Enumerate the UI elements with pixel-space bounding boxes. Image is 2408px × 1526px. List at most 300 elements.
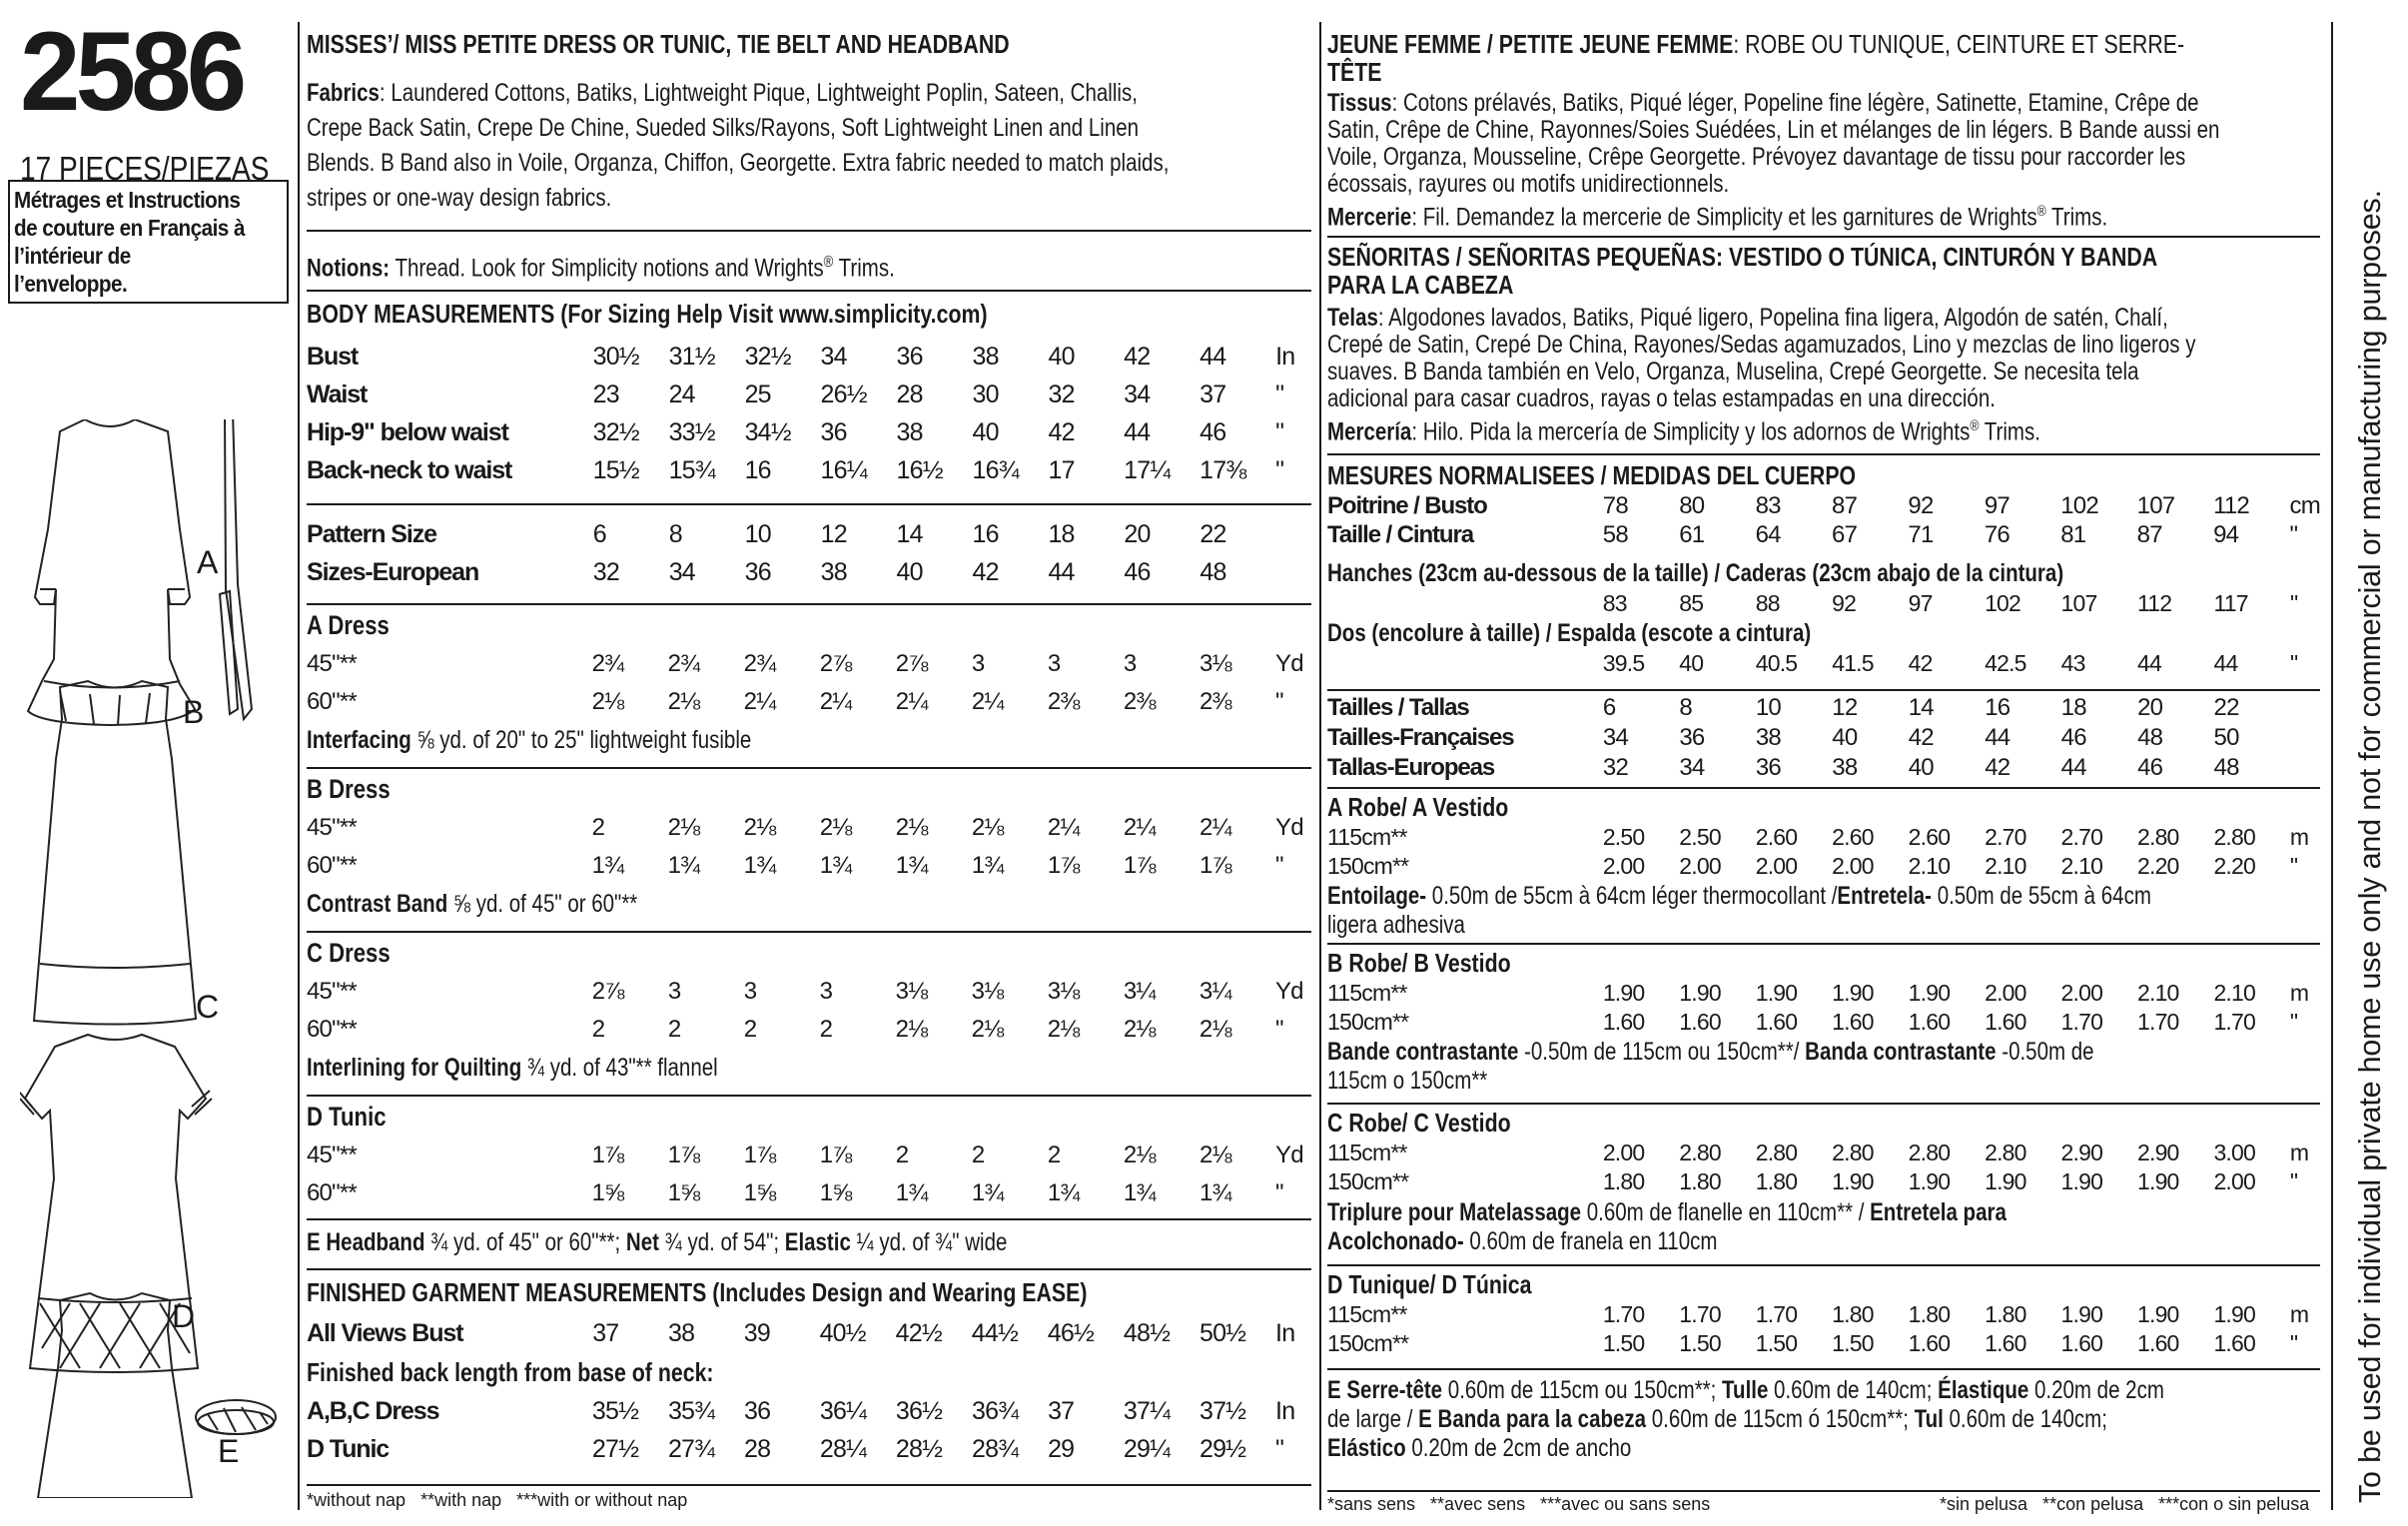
row-value: 40 [1679,650,1704,676]
row-value: 2.20 [2136,853,2179,879]
row-value: 48½ [1123,1318,1171,1347]
row-value: 117 [2213,590,2248,616]
row-value: 2.00 [2213,1168,2256,1194]
french-note-line: de couture en Français à [14,215,245,241]
b-contrast-band-note: Contrast Band ⅝ yd. of 45" or 60"** [307,890,638,918]
row-value: 2.00 [1602,853,1645,879]
row-value: 40.5 [1755,650,1798,676]
bold-text: Tulle [1722,1376,1769,1404]
row-value: 1.90 [2060,1168,2103,1194]
row-value: 42.5 [1985,650,2026,676]
row-value: 2.50 [1679,824,1721,850]
row-value: 2.50 [1602,824,1645,850]
row-value: 2 [819,1016,833,1043]
b-robe-metres [1327,979,2320,1037]
c-dress-yardage [307,973,1305,1049]
row-unit: m [2289,1140,2309,1165]
row-value: 1.50 [1602,1330,1645,1356]
row-value: 46 [1124,557,1151,586]
row-label: Tailles-Françaises [1327,724,1514,751]
row-value: 39 [743,1318,770,1347]
row-value: 14 [896,519,923,548]
row-value: 35½ [591,1396,639,1425]
bold-text: Net [625,1228,659,1256]
row-label: 150cm** [1327,853,1409,879]
row-value: 1.90 [2136,1168,2179,1194]
text: -0.50m de 115cm ou 150cm**/ [1518,1038,1806,1066]
row-unit [2290,693,2320,723]
row-value: 1.80 [1755,1168,1798,1194]
row-value: 92 [1908,491,1934,519]
row-value: 2.10 [2136,980,2179,1006]
row-unit: In [1275,342,1295,371]
row-value: 50 [2213,724,2239,751]
row-value: 102 [1985,590,2021,616]
text: 0.60m de 115cm ou 150cm**; [1442,1376,1723,1404]
row-value: 34 [668,557,695,586]
row-value: 44 [1200,342,1226,371]
row-value: 2.10 [2060,853,2103,879]
row-value: 48 [2213,754,2239,781]
row-unit: " [2289,1168,2298,1194]
row-unit: " [2289,1009,2298,1035]
row-value: 2.00 [1755,853,1798,879]
divider [1327,787,2320,789]
view-label-b: B [183,694,205,730]
row-value: 17⅜ [1200,455,1246,484]
row-value: 44 [2213,650,2238,676]
bold-text: Acolchonado- [1327,1227,1464,1255]
row-value: 2.80 [2136,824,2179,850]
row-value: 112 [2213,491,2249,519]
c-dress-title: C Dress [307,938,391,968]
row-value: 42 [1908,650,1933,676]
row-value: 2.00 [1832,853,1874,879]
row-value: 14 [1908,694,1934,721]
row-value: 2¼ [1199,814,1231,841]
row-value: 2¼ [1047,814,1080,841]
bold-text: Elastic [784,1228,851,1256]
row-unit: m [2289,824,2309,850]
bold-text: Élastique [1938,1376,2029,1404]
b-robe-note [1327,1038,2094,1067]
c-robe-metres [1327,1139,2320,1196]
row-label: 60"** [307,688,357,715]
view-label-e: E [218,1433,240,1469]
row-value: 20 [1124,519,1151,548]
row-value: 2⅛ [1047,1016,1080,1043]
row-value: 1.80 [1679,1168,1721,1194]
french-title: JEUNE FEMME / PETITE JEUNE FEMME: ROBE OU TUNIQUE, CEINTURE ET SERRE- TÊTE [1327,29,2185,87]
a-robe-note [1327,882,2151,911]
table-row [307,847,1305,885]
table-row [307,413,1305,451]
view-a-dress-drawing [28,419,195,725]
row-value: 2 [591,814,605,841]
row-value: 1¾ [895,1179,928,1206]
row-value: 16½ [896,455,943,484]
row-value: 40 [972,417,999,446]
divider [1327,1103,2320,1105]
row-value: 3⅛ [895,978,928,1005]
row-value: 40 [1908,754,1934,781]
table-row [1327,1167,2320,1196]
row-value: 2⅛ [1199,1016,1231,1043]
row-value: 48 [2137,724,2163,751]
table-row [307,973,1305,1011]
row-value: 2.60 [1832,824,1874,850]
row-value: 2.80 [1908,1140,1951,1165]
row-value: 2.60 [1908,824,1951,850]
bold-text: Bande contrastante [1327,1038,1519,1066]
table-row [307,451,1305,489]
row-unit [2290,753,2320,783]
divider [1327,236,2320,238]
row-value: 46 [2060,724,2086,751]
table-row [307,645,1305,683]
row-value: 3 [819,978,833,1005]
table-row [1327,1300,2320,1329]
divider [307,931,1311,933]
row-value: 1.90 [1908,980,1951,1006]
fabrics-line: stripes or one-way design fabrics. [307,184,612,212]
table-row [1327,491,2320,520]
row-value: 40 [896,557,923,586]
row-value: 41.5 [1832,650,1874,676]
bold-text: Entretela para [1870,1198,2007,1226]
row-value: 29½ [1199,1434,1246,1463]
row-value: 1¾ [1123,1179,1156,1206]
row-value: 1.90 [2213,1301,2256,1327]
row-value: 32 [1602,754,1629,781]
row-value: 2.80 [2213,824,2256,850]
row-value: 34 [1679,754,1705,781]
row-label: 45"** [307,1142,357,1168]
table-row [1327,852,2320,881]
text: ¾ yd. of 54"; [658,1228,785,1256]
table-row [307,1430,1305,1468]
row-value: 39.5 [1602,650,1645,676]
row-value: 2.00 [1602,1140,1645,1165]
row-value: 1.70 [2213,1009,2256,1035]
row-value: 40½ [819,1318,866,1347]
row-value: 31½ [668,342,715,371]
divider [307,1268,1311,1270]
row-value: 1¾ [971,852,1004,879]
row-unit: Yd [1274,978,1303,1005]
table-row [1327,1008,2320,1037]
row-value: 16 [972,519,999,548]
row-value: 94 [2213,520,2239,548]
row-label: 45"** [307,978,357,1005]
row-value: 2.70 [2060,824,2103,850]
row-value: 61 [1679,520,1705,548]
row-value: 2¼ [895,688,928,715]
row-value: 32½ [592,417,639,446]
row-unit: " [1275,1179,1283,1206]
row-label: Tallas-Europeas [1327,754,1495,781]
row-value: 1¾ [1047,1179,1080,1206]
row-value: 22 [1200,519,1226,548]
row-value: 18 [2060,694,2086,721]
row-value: 2⅛ [971,814,1004,841]
body-measurements-title: BODY MEASUREMENTS (For Sizing Help Visit www.simplicity.com) [307,299,988,329]
row-label: 150cm** [1327,1009,1409,1035]
row-value: 34½ [744,417,791,446]
row-value: 2.20 [2213,853,2256,879]
row-value: 43 [2060,650,2085,676]
fabrics-label: Fabrics [307,79,380,107]
row-value: 1⅞ [591,1142,624,1168]
row-value: 2.90 [2136,1140,2179,1165]
row-value: 22 [2213,694,2239,721]
english-title: MISSES’/ MISS PETITE DRESS OR TUNIC, TIE BELT AND HEADBAND [307,29,1010,59]
text: 0.20m de 2cm de ancho [1405,1434,1632,1462]
row-value: 67 [1832,520,1858,548]
row-value: 1.60 [1985,1330,2026,1356]
e-note-line [1327,1376,2164,1405]
text: ¾ yd. of 45" or 60"**; [424,1228,626,1256]
row-value: 2⅛ [667,814,700,841]
row-label: 45"** [307,814,357,841]
fabrics-line: Blends. B Band also in Voile, Organza, Chiffon, Georgette. Extra fabric needed to match plaids, [307,149,1170,177]
row-value: 29 [1048,1434,1075,1463]
row-value: 28¼ [819,1434,867,1463]
row-value: 36 [1755,754,1781,781]
row-value: 3¼ [1199,978,1231,1005]
row-value: 88 [1755,590,1780,616]
row-value: 102 [2060,491,2098,519]
row-value: 2⅞ [819,650,852,677]
row-value: 1.80 [1985,1301,2026,1327]
row-value: 2⅛ [1199,1142,1231,1168]
d-tunique-metres [1327,1300,2320,1358]
table-row [1327,753,2320,783]
row-unit: " [1275,455,1284,484]
row-value: 1.70 [2136,1009,2179,1035]
row-value: 1.60 [2213,1330,2256,1356]
row-value: 38 [667,1318,695,1347]
row-value: 3 [1123,650,1137,677]
row-value: 8 [1679,694,1692,721]
row-unit: In [1275,1396,1295,1425]
row-value: 2⅜ [1123,688,1156,715]
table-row [307,338,1305,376]
text: 0.60m de 140cm; [1943,1405,2107,1433]
table-row [1327,979,2320,1008]
e-headband-note [307,1228,1007,1257]
row-value: 1.60 [1908,1009,1951,1035]
row-value: 3¼ [1123,978,1156,1005]
registered-mark: ® [823,254,834,271]
row-value: 32½ [744,342,791,371]
row-value: 2 [971,1142,985,1168]
spanish-footnote: *sin pelusa **con pelusa ***con o sin pelusa [1940,1494,2310,1514]
spanish-title: SEÑORITAS / SEÑORITAS PEQUEÑAS: VESTIDO O TÚNICA, CINTURÓN Y BANDA PARA LA CABEZA [1327,242,2158,300]
row-unit: " [2289,590,2298,616]
row-value: 1¾ [591,852,624,879]
row-value: 87 [1832,491,1858,519]
row-value: 37¼ [1123,1396,1171,1425]
row-unit: m [2289,1301,2309,1327]
fabrics-block [307,76,1358,216]
c-robe-note-2 [1327,1227,1717,1256]
a-interfacing-note: Interfacing ⅝ yd. of 20" to 25" lightweight fusible [307,726,752,754]
c-interlining-note: Interlining for Quilting ¾ yd. of 43"** flannel [307,1054,718,1082]
row-unit: Yd [1275,814,1303,841]
row-value: 42 [1048,417,1075,446]
column-divider [298,22,300,1510]
row-value: 29¼ [1123,1434,1171,1463]
row-label: 115cm** [1327,1140,1407,1165]
row-value: 28¾ [972,1434,1019,1463]
bold-text: E Banda para la cabeza [1418,1405,1647,1433]
row-value: 1⅞ [1199,852,1231,879]
bold-text: Entretela- [1837,882,1932,910]
row-label: 115cm** [1327,980,1407,1006]
row-value: 85 [1679,590,1704,616]
row-value: 2¾ [667,650,700,677]
divider [1327,1490,2320,1492]
row-value: 1.50 [1679,1330,1721,1356]
bold-text: E Headband [307,1228,425,1256]
bold-text: Entoilage- [1327,882,1427,910]
row-label: Sizes-European [307,557,479,586]
hip-cm-table [1327,589,2320,618]
row-value: 44½ [971,1318,1018,1347]
row-value: 2.90 [2060,1140,2103,1165]
row-value: 6 [1602,694,1616,721]
b-dress-yardage [307,809,1305,885]
row-value: 17¼ [1124,455,1171,484]
column-divider [2331,22,2333,1510]
telas-block: Telas: Algodones lavados, Batiks, Piqué ligero, Popelina fina ligera, Algodón de satén, Chalí, Crepé de Satin, Crepé De China, Rayones/Sedas agamuzados, Lino y mezclas de lino ligeros y suaves. B Banda también en Velo, Organza, Muselina, Crepé Georgette. Se necesita tela adicional para casar cuadros, rayas o telas estampadas en una dirección. Mercería: Hilo. Pida la mercería de Simplicity y los adornos de Wrights® Trims. [1327,304,2196,446]
fabrics-line [307,76,1169,111]
table-row [1327,823,2320,852]
bold-text: Banda contrastante [1805,1038,1997,1066]
row-value: 2 [743,1016,757,1043]
row-unit: In [1275,1318,1295,1347]
row-value: 2.80 [1755,1140,1798,1165]
row-value: 3.00 [2213,1140,2256,1165]
row-value: 44 [1048,557,1075,586]
row-value: 16 [744,455,771,484]
row-value: 2.00 [2060,980,2103,1006]
row-value: 112 [2137,590,2172,616]
row-value: 1.80 [1602,1168,1645,1194]
row-value: 2¼ [819,688,852,715]
row-value: 1.60 [1832,1009,1874,1035]
row-value: 36 [1679,724,1705,751]
row-value: 83 [1755,491,1781,519]
a-robe-note-2: ligera adhesiva [1327,911,1465,939]
view-label-a: A [197,544,219,580]
bold-text: Elástico [1327,1434,1406,1462]
row-value: 25 [744,380,771,408]
row-value: 92 [1832,590,1857,616]
row-value: 15¾ [668,455,715,484]
row-value: 24 [668,380,695,408]
row-value: 37 [1048,1396,1075,1425]
row-value: 2.10 [2213,980,2256,1006]
row-value: 42 [972,557,999,586]
pattern-size-table [307,515,1305,591]
row-unit [1275,553,1305,591]
row-value: 3 [971,650,985,677]
finished-back-length-title: Finished back length from base of neck: [307,1357,714,1387]
table-row [1327,589,2320,618]
row-value: 1¾ [971,1179,1004,1206]
row-value: 1.60 [2136,1330,2179,1356]
row-value: 1.90 [1832,1168,1874,1194]
divider [307,230,1311,232]
row-value: 2⅛ [1123,1142,1156,1168]
body-measurements-table [307,338,1305,489]
french-instructions-note [8,180,289,304]
b-robe-title: B Robe/ B Vestido [1327,948,1511,978]
e-note-line [1327,1434,2164,1463]
table-row [307,553,1305,591]
row-value: 1.70 [1679,1301,1721,1327]
row-label: Pattern Size [307,519,436,548]
row-value: 1.90 [1908,1168,1951,1194]
row-value: 46½ [1047,1318,1095,1347]
row-label: All Views Bust [307,1318,463,1347]
row-value: 23 [592,380,619,408]
view-illustrations [20,419,310,1498]
row-value: 1.70 [1755,1301,1798,1327]
divider [1327,689,2320,691]
row-value: 1⅞ [1047,852,1080,879]
row-label: 60"** [307,1179,357,1206]
row-value: 1⅞ [1123,852,1156,879]
a-robe-metres [1327,823,2320,881]
row-value: 8 [668,519,682,548]
row-value: 1¾ [819,852,852,879]
row-value: 42 [1124,342,1151,371]
row-value: 2¼ [743,688,776,715]
row-value: 3⅛ [971,978,1004,1005]
row-value: 2.80 [1985,1140,2026,1165]
bold-text: Tul [1914,1405,1944,1433]
row-value: 3 [667,978,681,1005]
row-value: 1.60 [1679,1009,1721,1035]
pattern-number: 2586 [20,9,243,134]
row-value: 81 [2060,520,2086,548]
text: 0.60m de 140cm; [1768,1376,1939,1404]
text: 0.20m de 2cm [2028,1376,2164,1404]
row-value: 50½ [1199,1318,1246,1347]
d-tunique-title: D Tunique/ D Túnica [1327,1269,1532,1299]
row-value: 2.70 [1985,824,2026,850]
row-unit: " [1275,688,1283,715]
row-value: 2¼ [971,688,1004,715]
row-value: 1⅝ [667,1179,700,1206]
row-value: 1.80 [1832,1301,1874,1327]
row-unit: " [2289,853,2298,879]
row-unit: " [1275,852,1283,879]
fabrics-text: : Laundered Cottons, Batiks, Lightweight Pique, Lightweight Poplin, Sateen, Challis, [379,79,1138,107]
table-row [1327,723,2320,753]
row-value: 2.00 [1679,853,1721,879]
row-value: 2⅞ [895,650,928,677]
row-value: 1¾ [743,852,776,879]
row-value: 1¾ [667,852,700,879]
divider [307,767,1311,769]
row-value: 2⅜ [1047,688,1080,715]
bold-text: E Serre-tête [1327,1376,1443,1404]
row-value: 97 [1908,590,1933,616]
